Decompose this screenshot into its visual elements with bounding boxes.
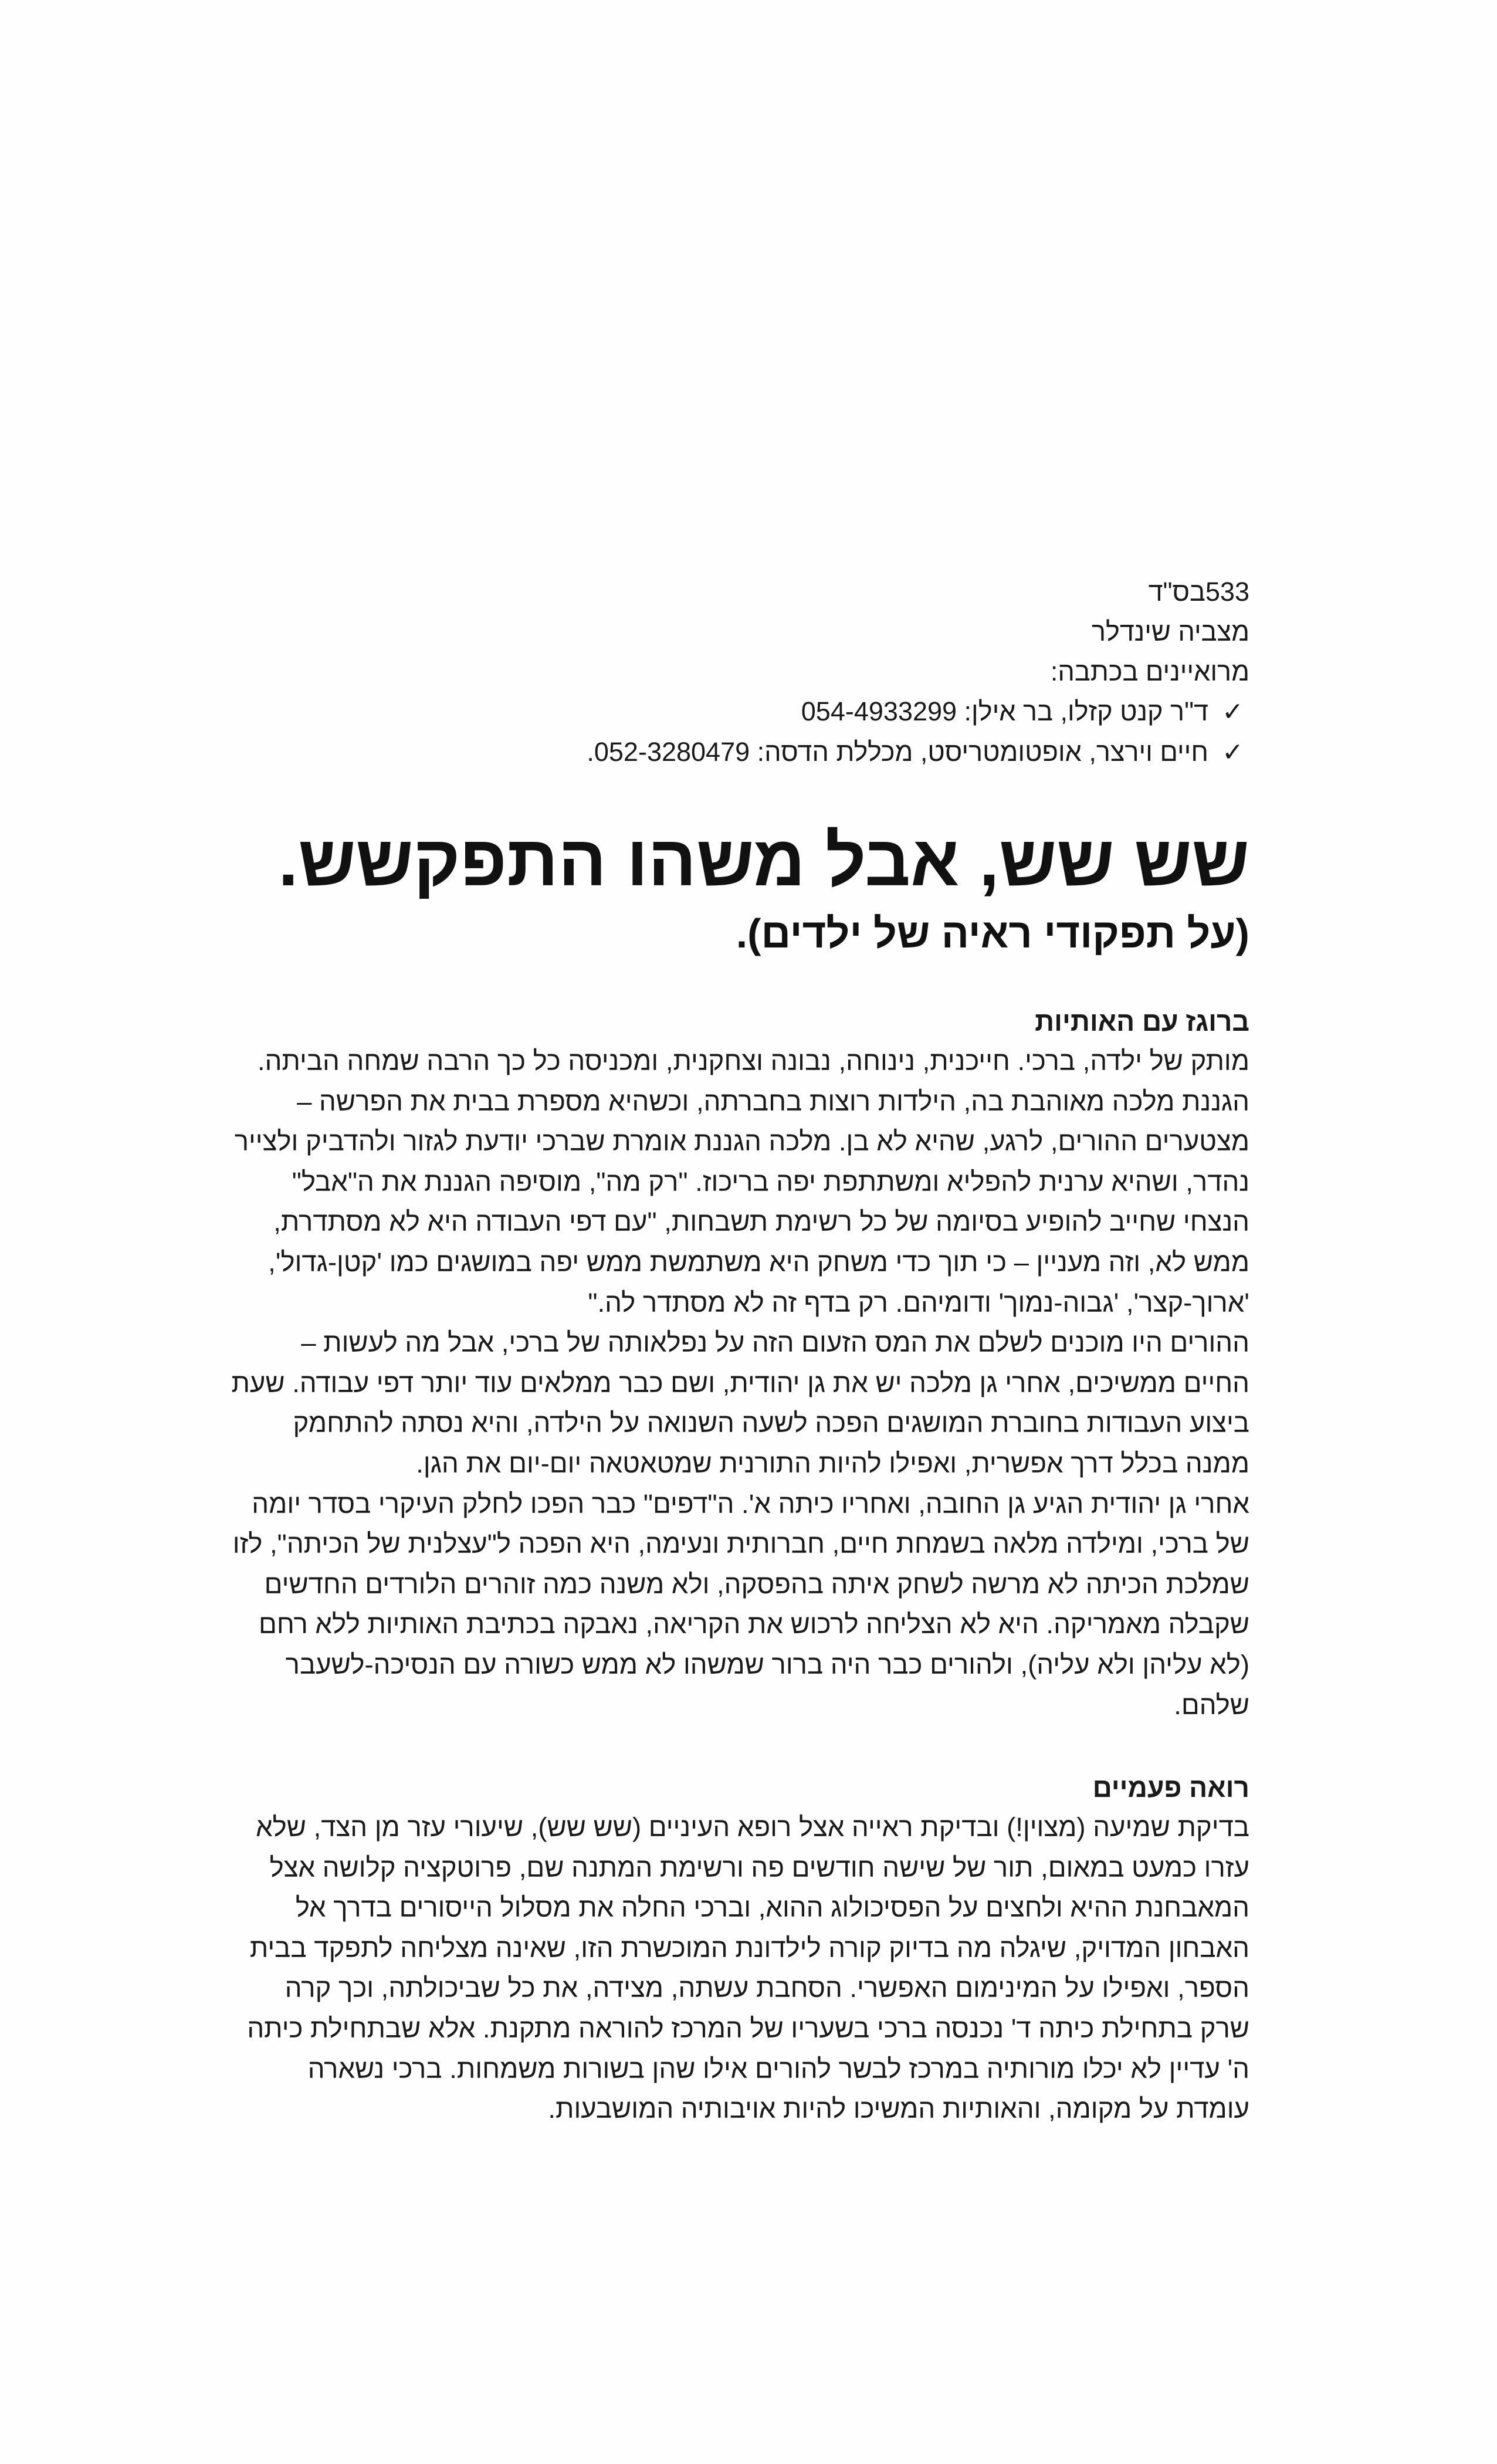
section-heading: רואה פעמיים <box>1092 1772 1249 1803</box>
checkmark-icon: ✓ <box>1222 738 1244 767</box>
interviewees-label: מרואיינים בכתבה: <box>1050 656 1249 686</box>
section-heading: ברוגז עם האותיות <box>1035 1006 1249 1037</box>
article-title: שש שש, אבל משהו התפקשש. <box>278 821 1249 901</box>
document-code: 533בס"ד <box>1148 577 1249 607</box>
paragraph: אחרי גן יהודית הגיע גן החובה, ואחריו כיתה א'. ה"דפים" כבר הפכו לחלק העיקרי בסדר יומה של ברכי, ומילדה מלאה בשמחת חיים, חברותית ונעימה, היא הפכה ל"עצלנית של הכיתה", לזו שמלכת הכיתה לא מרשה לשחק איתה בהפסקה, ולא משנה כמה זוהרים הלורדים החדשים שקבלה מאמריקה. היא לא הצליחה לרכוש את הקריאה, נאבקה בכתיבת האותיות ללא רחם (לא עליהן ולא עליה), ולהורים כבר היה ברור שמשהו לא ממש כשורה עם הנסיכה-לשעבר שלהם. <box>232 1488 1249 1720</box>
article-subtitle: (על תפקודי ראיה של ילדים). <box>736 911 1249 956</box>
interviewee-item <box>229 692 1249 732</box>
author-name: מצביה שינדלר <box>1091 617 1249 647</box>
paragraph: בדיקת שמיעה (מצוין!) ובדיקת ראייה אצל רופא העיניים (שש שש), שיעורי עזר מן הצד, שלא עזרו כמעט במאום, תור של שישה חודשים פה ורשימת המתנה שם, פרוטקציה קלושה אצל המאבחנת ההיא ולחצים על הפסיכולוג ההוא, וברכי החלה את מסלול הייסורים בדרך אל האבחון המדויק, שיגלה מה בדיוק קורה לילדונת המוכשרת הזו, שאינה מצליחה לתפקד בבית הספר, ואפילו על המינימום האפשרי. הסחבת עשתה, מצידה, את כל שביכולתה, וכך קרה שרק בתחילת כיתה ד' נכנסה ברכי בשעריו של המרכז להוראה מתקנת. אלא שבתחילת כיתה ה' עדיין לא יכלו מורותיה במרכז לבשר להורים אילו שהן בשורות משמחות. ברכי נשארה עומדת על מקומה, והאותיות המשיכו להיות אויבותיה המושבעות. <box>247 1812 1249 2124</box>
section-double-vision <box>229 1768 1249 2130</box>
document-body <box>229 572 1249 2130</box>
paragraph: מותק של ילדה, ברכי. חייכנית, נינוחה, נבונה וצחקנית, ומכניסה כל כך הרבה שמחה הביתה. הגננת מלכה מאוהבת בה, הילדות רוצות בחברתה, וכשהיא מספרת בבית את הפרשה – מצטערים ההורים, לרגע, שהיא לא בן. מלכה הגננת אומרת שברכי יודעת לגזור ולהדביק ולצייר נהדר, ושהיא ערנית להפליא ומשתתפת יפה בריכוז. "רק מה", מוסיפה הגננת את ה"אבל" הנצחי שחייב להופיע בסיומה של כל רשימת תשבחות, "עם דפי העבודה היא לא מסתדרת, ממש לא, וזה מעניין – כי תוך כדי משחק היא משתמשת ממש יפה במושגים כמו 'קטן-גדול', 'ארוך-קצר', 'גבוה-נמוך' ודומיהם. רק בדף זה לא מסתדר לה." <box>234 1046 1249 1318</box>
section-angry-letters <box>229 1001 1249 1725</box>
paragraph: ההורים היו מוכנים לשלם את המס הזעום הזה על נפלאותה של ברכי, אבל מה לעשות – החיים ממשיכים, אחרי גן מלכה יש את גן יהודית, ושם כבר ממלאים עוד יותר דפי עבודה. שעת ביצוע העבודות בחוברת המושגים הפכה לשעה השנואה על הילדה, והיא נסתה להתחמק ממנה בכלל דרך אפשרית, ואפילו להיות התורנית שמטאטאה יום-יום את הגן. <box>231 1328 1249 1478</box>
checkmark-icon: ✓ <box>1222 698 1244 726</box>
interviewee-item <box>229 732 1249 773</box>
interviewee-text: ד"ר קנט קזלו, בר אילן: 054-4933299 <box>801 696 1208 726</box>
interviewee-text: חיים וירצר, אופטומטריסט, מכללת הדסה: 052-3280479. <box>587 737 1208 767</box>
